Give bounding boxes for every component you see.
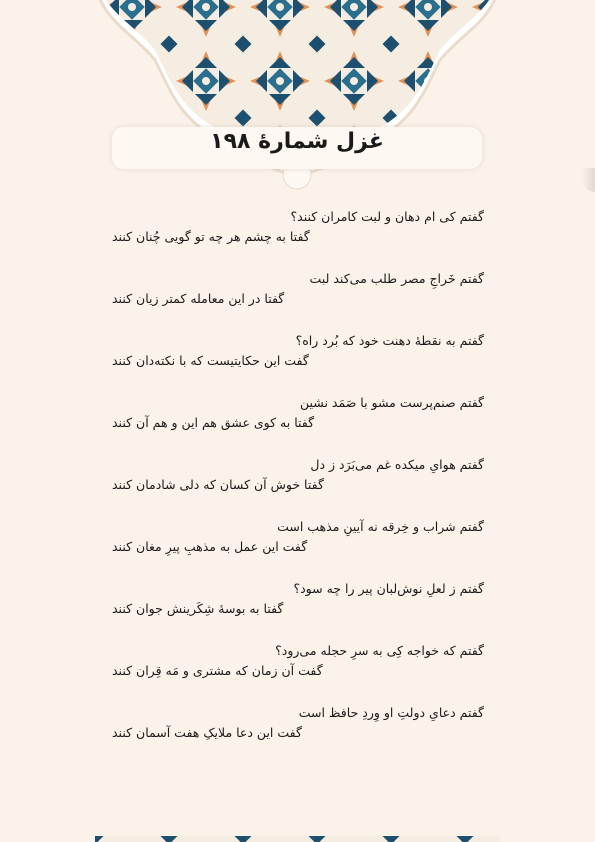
couplet: [112, 517, 484, 579]
hemistich-second: گفتا خوش آن کسان که دلی شادمان کنند: [112, 477, 324, 492]
hemistich-first: گفتم دعایِ دولتِ او وِردِ حافظ است: [298, 705, 484, 720]
couplet: [112, 703, 484, 765]
hemistich-second: گفتا به چشم هر چه تو گویی چُنان کنند: [112, 229, 310, 244]
couplet: [112, 455, 484, 517]
hemistich-first: گفتم صنم‌پرست مشو با صَمَد نشین: [300, 395, 484, 410]
hemistich-first: گفتم کی ام دهان و لبت کامران کنند؟: [290, 209, 484, 224]
couplet: [112, 393, 484, 455]
couplet: [112, 331, 484, 393]
ghazal-poem: [112, 207, 484, 765]
hemistich-second: گفت آن زمان که مشتری و مَه قِران کنند: [112, 663, 323, 678]
hemistich-first: گفتم به نقطهٔ دهنت خود که بُرد راه؟: [295, 333, 484, 348]
hemistich-first: گفتم ز لعلِ نوش‌لبان پیر را چه سود؟: [293, 581, 484, 596]
hemistich-second: گفت این دعا ملایکِ هفت آسمان کنند: [112, 725, 302, 740]
hemistich-first: گفتم هوایِ میکده غم می‌بَرَد ز دل: [310, 457, 484, 472]
hemistich-second: گفت این عمل به مذهبِ پیرِ مغان کنند: [112, 539, 308, 554]
couplet: [112, 269, 484, 331]
couplet: [112, 207, 484, 269]
hemistich-second: گفتا به کوی عشق هم این و هم آن کنند: [112, 415, 315, 430]
tile-ornament-footer: [95, 836, 500, 842]
hemistich-first: گفتم شراب و خِرقه نه آیینِ مذهب است: [277, 519, 484, 534]
page-edge-shadow: [581, 168, 595, 192]
hemistich-second: گفتا در این معامله کمتر زیان کنند: [112, 291, 285, 306]
hemistich-second: گفت این حکایتیست که با نکته‌دان کنند: [112, 353, 309, 368]
hemistich-first: گفتم خَراجِ مصر طلب می‌کند لبت: [309, 271, 484, 286]
couplet: [112, 641, 484, 703]
hemistich-second: گفتا به بوسهٔ شِکَرینش جوان کنند: [112, 601, 284, 616]
couplet: [112, 579, 484, 641]
page-title: غزل شمارهٔ ۱۹۸: [210, 129, 384, 154]
hemistich-first: گفتم که خواجه کِی به سرِ حجله می‌رود؟: [275, 643, 484, 658]
